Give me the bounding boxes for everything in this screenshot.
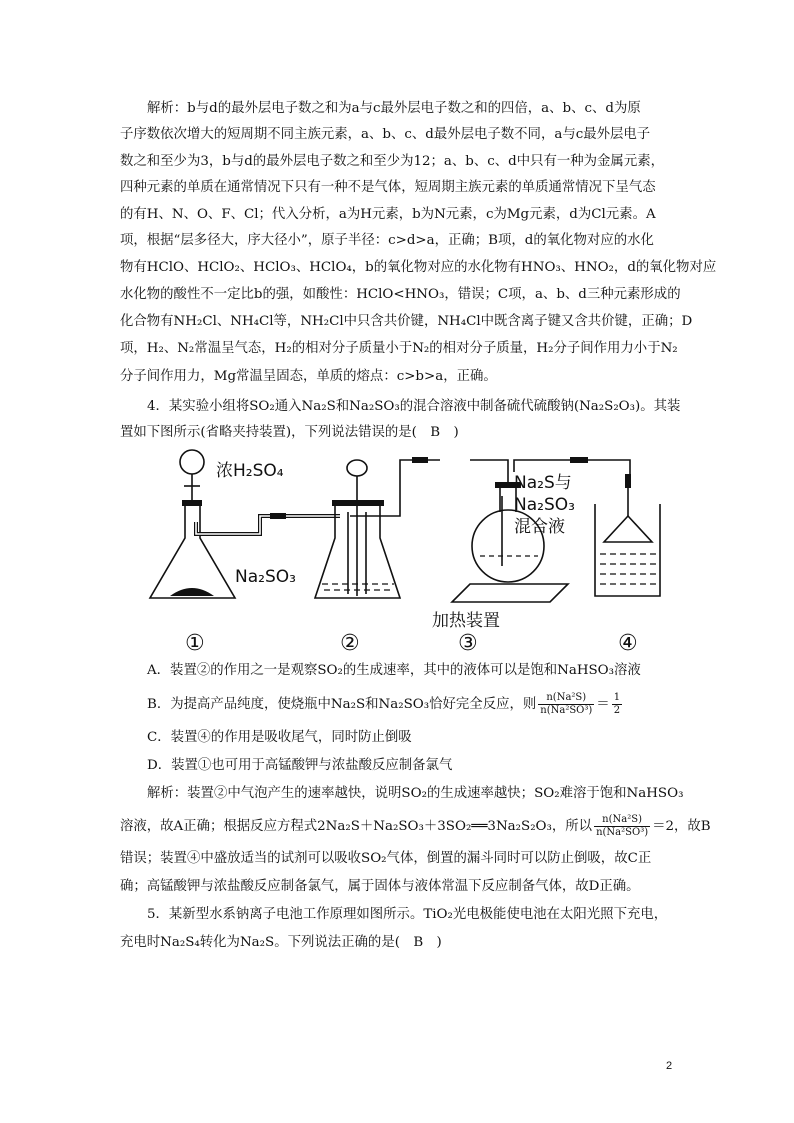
q4-option-b-ratio-num: n(Na²S) (538, 692, 594, 705)
device-4-label: ④ (618, 631, 638, 656)
q4-option-b-eq: ＝ (596, 697, 610, 712)
q4-option-b-value-num: 1 (613, 692, 621, 703)
analysis2-line-3: 错误；装置④中盛放适当的试剂可以吸收SO₂气体，倒置的漏斗同时可以防止倒吸，故C正 (120, 851, 652, 866)
device-2-label: ② (340, 631, 360, 656)
mix-label-3: 混合液 (514, 517, 565, 537)
analysis1-line-3: 数之和至少为3，b与d的最外层电子数之和至少为12；a、b、c、d中只有一种为金属元素， (120, 154, 664, 169)
q4-option-b-value (612, 692, 622, 717)
q4-option-a: A．装置②的作用之一是观察SO₂的生成速率，其中的液体可以是饱和NaHSO₃溶液 (147, 663, 641, 678)
solid-label: Na₂SO₃ (235, 567, 296, 587)
analysis1-line-2: 子序数依次增大的短周期不同主族元素，a、b、c、d最外层电子数不同，a与c最外层电子 (120, 127, 651, 142)
analysis1-line-8: 水化物的酸性不一定比b的强，如酸性：HClO<HNO₃，错误；C项，a、b、d三种元素形成的 (120, 287, 681, 302)
q4-stem-line-2: 置如下图所示(省略夹持装置)，下列说法错误的是( B ) (120, 425, 459, 440)
analysis2-ratio-den: n(Na²SO³) (596, 827, 649, 838)
mix-label-1: Na₂S与 (514, 473, 572, 493)
page-number: 2 (666, 1060, 673, 1072)
analysis1-line-1: 解析：b与d的最外层电子数之和为a与c最外层电子数之和的四倍，a、b、c、d为原 (147, 101, 641, 116)
analysis1-line-7: 物有HClO、HClO₂、HClO₃、HClO₄，b的氧化物对应的水化物有HNO₃、HNO₂，d的氧化物对应 (120, 260, 717, 275)
q4-option-b-ratio-den: n(Na²SO³) (540, 705, 593, 716)
q4-option-b-text: B．为提高产品纯度，使烧瓶中Na₂S和Na₂SO₃恰好完全反应，则 (147, 697, 537, 712)
analysis1-line-4: 四种元素的单质在通常情况下只有一种不是气体，短周期主族元素的单质通常情况下呈气态 (120, 180, 656, 195)
acid-label: 浓H₂SO₄ (216, 461, 284, 481)
device-3-label: ③ (458, 631, 478, 656)
q4-stem-line-1: 4．某实验小组将SO₂通入Na₂S和Na₂SO₃的混合溶液中制备硫代硫酸钠(Na₂S₂O₃)。其装 (147, 399, 681, 414)
q4-option-b-ratio (538, 692, 594, 717)
analysis1-line-5: 的有H、N、O、F、Cl；代入分析，a为H元素，b为N元素，c为Mg元素，d为Cl元素。A (120, 207, 656, 222)
q5-stem-line-1: 5．某新型水系钠离子电池工作原理如图所示。TiO₂光电极能使电池在太阳光照下充电， (147, 907, 668, 922)
analysis1-line-10: 项，H₂、N₂常温呈气态，H₂的相对分子质量小于N₂的相对分子质量，H₂分子间作用力小于N₂ (120, 341, 678, 356)
q5-stem-line-2: 充电时Na₂S₄转化为Na₂S。下列说法正确的是( B ) (120, 935, 442, 950)
device-1-label: ① (185, 631, 205, 656)
analysis2-line-1: 解析：装置②中气泡产生的速率越快，说明SO₂的生成速率越快；SO₂难溶于饱和NaHSO₃ (147, 786, 684, 801)
q4-option-d: D．装置①也可用于高锰酸钾与浓盐酸反应制备氯气 (147, 758, 453, 773)
q4-option-b-value-den: 2 (613, 705, 621, 716)
analysis1-line-11: 分子间作用力，Mg常温呈固态，单质的熔点：c>b>a，正确。 (120, 369, 497, 384)
apparatus-figure (140, 446, 680, 656)
analysis1-line-9: 化合物有NH₂Cl、NH₄Cl等，NH₂Cl中只含共价键，NH₄Cl中既含离子键又含共价键，正确；D (120, 314, 693, 329)
q4-option-b (147, 690, 676, 720)
q4-option-c: C．装置④的作用是吸收尾气，同时防止倒吸 (147, 730, 412, 745)
mix-label-2: Na₂SO₃ (514, 495, 575, 515)
analysis2-line-2-text: 溶液，故A正确；根据反应方程式2Na₂S＋Na₂SO₃＋3SO₂══3Na₂S₂O₃，所以 (120, 819, 593, 834)
analysis1-line-6: 项，根据“层多径大，序大径小”，原子半径：c>d>a，正确；B项，d的氧化物对应的水化 (120, 233, 654, 248)
analysis2-line-2 (120, 812, 711, 842)
analysis2-ratio-num: n(Na²S) (594, 814, 650, 827)
analysis2-ratio (594, 814, 650, 839)
heat-label: 加热装置 (432, 611, 500, 631)
analysis2-line-4: 确；高锰酸钾与浓盐酸反应制备氯气，属于固体与液体常温下反应制备气体，故D正确。 (120, 879, 640, 894)
analysis2-line-2-tail: ＝2，故B (652, 819, 711, 834)
